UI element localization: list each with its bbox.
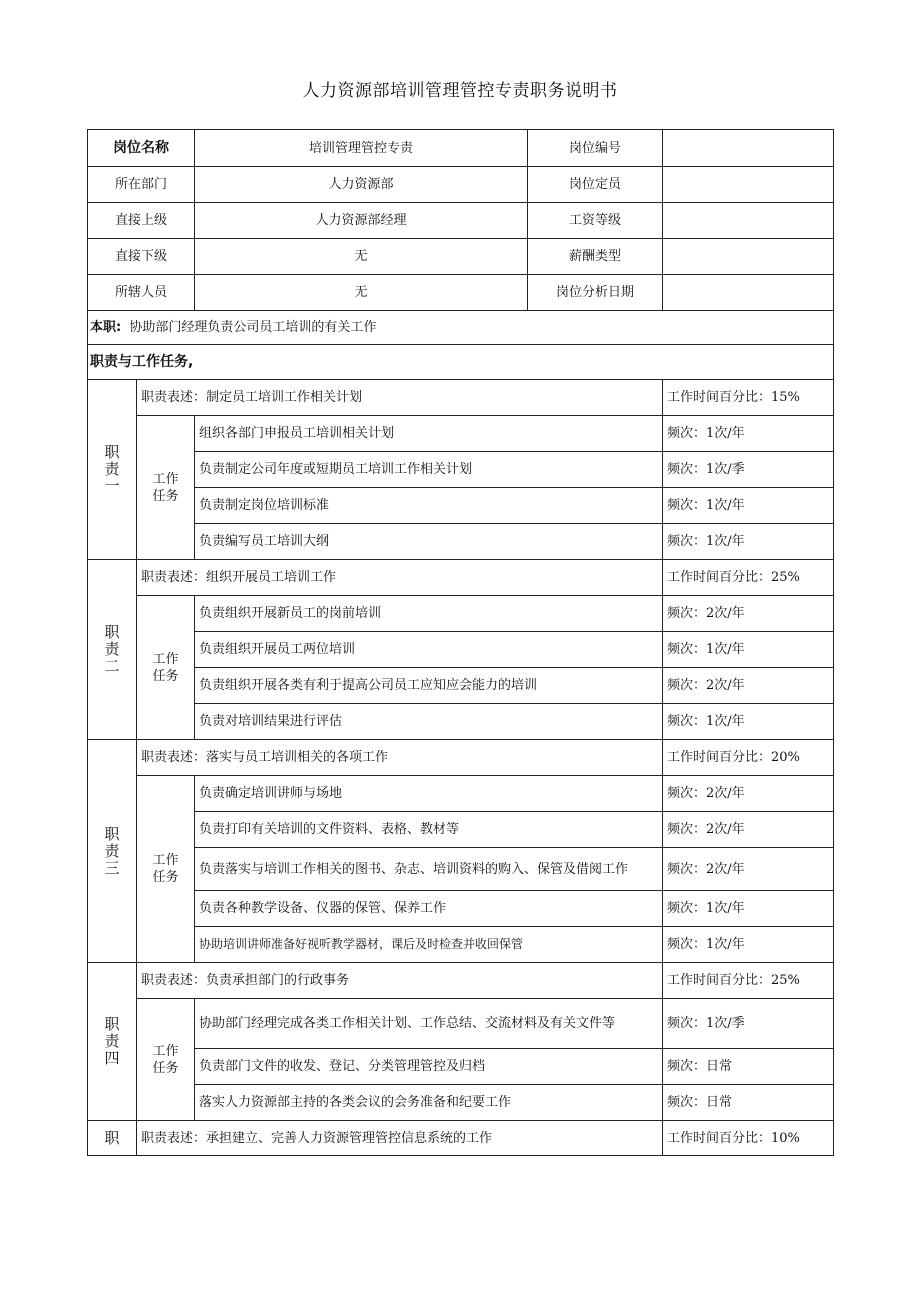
task-text: 协助部门经理完成各类工作相关计划、工作总结、交流材料及有关文件等 [195,999,663,1049]
task-text: 负责编写员工培训大纲 [195,524,663,560]
duty-label-char: 职 [104,824,120,843]
task-row [88,891,834,927]
task-text: 负责对培训结果进行评估 [195,704,663,740]
duty-description-row [88,740,834,776]
task-frequency: 频次：2次/年 [663,812,834,848]
duty-label-char: 三 [104,858,120,877]
task-group-label-line: 任务 [152,668,179,684]
task-group-label [137,776,195,963]
task-group-label [137,999,195,1121]
task-row [88,632,834,668]
info-value [663,203,834,239]
duty-label-char: 责 [104,841,120,860]
time-percent: 工作时间百分比：10% [663,1121,834,1156]
task-row [88,524,834,560]
duty-description-row [88,380,834,416]
duty-label-char: 四 [104,1049,120,1067]
task-text: 负责打印有关培训的文件资料、表格、教材等 [195,812,663,848]
info-value: 无 [195,239,528,275]
task-frequency: 频次：1次/季 [663,452,834,488]
duty-description: 职责表述：组织开展员工培训工作 [137,560,663,596]
time-percent: 工作时间百分比：25% [663,560,834,596]
task-text: 负责组织开展各类有利于提高公司员工应知应会能力的培训 [195,668,663,704]
info-label: 岗位定员 [528,167,663,203]
info-row [88,203,834,239]
task-text: 组织各部门申报员工培训相关计划 [195,416,663,452]
duty-label-char: 责 [104,640,120,658]
duty-label-char: 责 [104,460,120,478]
task-frequency: 频次：2次/年 [663,848,834,891]
job-description-table [87,129,834,1156]
task-text: 负责组织开展新员工的岗前培训 [195,596,663,632]
task-group-label [137,596,195,740]
duty-label-char: 二 [104,657,120,675]
info-row [88,130,834,167]
duty-label-cell [88,380,137,560]
task-frequency: 频次：2次/年 [663,776,834,812]
duty-description-row [88,1121,834,1156]
task-text: 负责确定培训讲师与场地 [195,776,663,812]
task-text: 负责组织开展员工两位培训 [195,632,663,668]
task-group-label-line: 工作 [152,471,179,487]
info-label: 直接下级 [88,239,195,275]
task-text: 负责各种教学设备、仪器的保管、保养工作 [195,891,663,927]
info-row [88,275,834,311]
task-frequency: 频次：1次/年 [663,488,834,524]
task-text: 负责制定岗位培训标准 [195,488,663,524]
task-frequency: 频次：1次/年 [663,891,834,927]
info-row [88,167,834,203]
info-value: 人力资源部经理 [195,203,528,239]
duty-label-cell [88,560,137,740]
task-text: 协助培训讲师准备好视听教学器材，课后及时检查并收回保管 [195,927,663,963]
task-group-label-line: 工作 [152,651,179,667]
duty-description: 职责表述：承担建立、完善人力资源管理管控信息系统的工作 [137,1121,663,1156]
duty-description: 职责表述：制定员工培训工作相关计划 [137,380,663,416]
info-label: 所在部门 [88,167,195,203]
time-percent: 工作时间百分比：25% [663,963,834,999]
duty-summary-row [88,311,834,345]
task-text: 负责落实与培训工作相关的图书、杂志、培训资料的购入、保管及借阅工作 [195,848,663,891]
info-label: 所辖人员 [88,275,195,311]
info-value [663,167,834,203]
task-text: 负责制定公司年度或短期员工培训工作相关计划 [195,452,663,488]
info-label: 直接上级 [88,203,195,239]
duty-text: 协助部门经理负责公司员工培训的有关工作 [129,320,377,335]
task-row [88,848,834,891]
task-group-label-line: 任务 [152,488,179,504]
task-group-label [137,416,195,560]
task-row [88,927,834,963]
task-frequency: 频次：日常 [663,1085,834,1121]
task-row [88,812,834,848]
info-value [663,130,834,167]
task-text: 负责部门文件的收发、登记、分类管理管控及归档 [195,1049,663,1085]
duty-label-char: 责 [104,1032,120,1050]
task-row [88,416,834,452]
task-frequency: 频次：1次/年 [663,927,834,963]
task-row [88,1049,834,1085]
info-row [88,239,834,275]
duty-label-cell [88,963,137,1121]
info-value: 无 [195,275,528,311]
info-label: 岗位名称 [88,130,195,167]
task-row [88,452,834,488]
duty-label-char: 一 [104,477,120,495]
page-title: 人力资源部培训管理管控专责职务说明书 [302,81,618,101]
task-row [88,596,834,632]
duty-summary [88,311,834,345]
duty-description-row [88,963,834,999]
task-group-label-line: 任务 [152,870,179,885]
duty-label-char: 职 [104,623,120,641]
duty-label-char: 职 [104,443,120,461]
task-group-label-line: 任务 [152,1060,179,1076]
task-row [88,488,834,524]
task-text: 落实人力资源部主持的各类会议的会务准备和纪要工作 [195,1085,663,1121]
info-value [663,275,834,311]
info-label: 薪酬类型 [528,239,663,275]
task-frequency: 频次：1次/年 [663,416,834,452]
task-frequency: 频次：1次/年 [663,632,834,668]
info-value [663,239,834,275]
task-row [88,999,834,1049]
task-frequency: 频次：2次/年 [663,668,834,704]
task-frequency: 频次：1次/年 [663,524,834,560]
duty-label-char: 职 [104,1128,120,1147]
task-group-label-line: 工作 [152,1043,179,1059]
duty-description-row [88,560,834,596]
task-frequency: 频次：1次/年 [663,704,834,740]
duty-label-char: 职 [104,1015,120,1033]
time-percent: 工作时间百分比：15% [663,380,834,416]
duty-description: 职责表述：落实与员工培训相关的各项工作 [137,740,663,776]
task-row [88,668,834,704]
duty-label-cell [88,740,137,963]
time-percent: 工作时间百分比：20% [663,740,834,776]
task-frequency: 频次：日常 [663,1049,834,1085]
task-row [88,1085,834,1121]
task-group-label-line: 工作 [152,853,179,868]
duty-label: 本职: [90,320,122,335]
task-row [88,776,834,812]
info-label: 岗位编号 [528,130,663,167]
task-frequency: 频次：1次/季 [663,999,834,1049]
info-label: 工资等级 [528,203,663,239]
duty-label-cell [88,1121,137,1156]
task-row [88,704,834,740]
task-frequency: 频次：2次/年 [663,596,834,632]
info-value: 培训管理管控专责 [195,130,528,167]
section-title: 职责与工作任务, [88,345,834,380]
info-label: 岗位分析日期 [528,275,663,311]
info-value: 人力资源部 [195,167,528,203]
duty-description: 职责表述：负责承担部门的行政事务 [137,963,663,999]
section-title-row [88,345,834,380]
